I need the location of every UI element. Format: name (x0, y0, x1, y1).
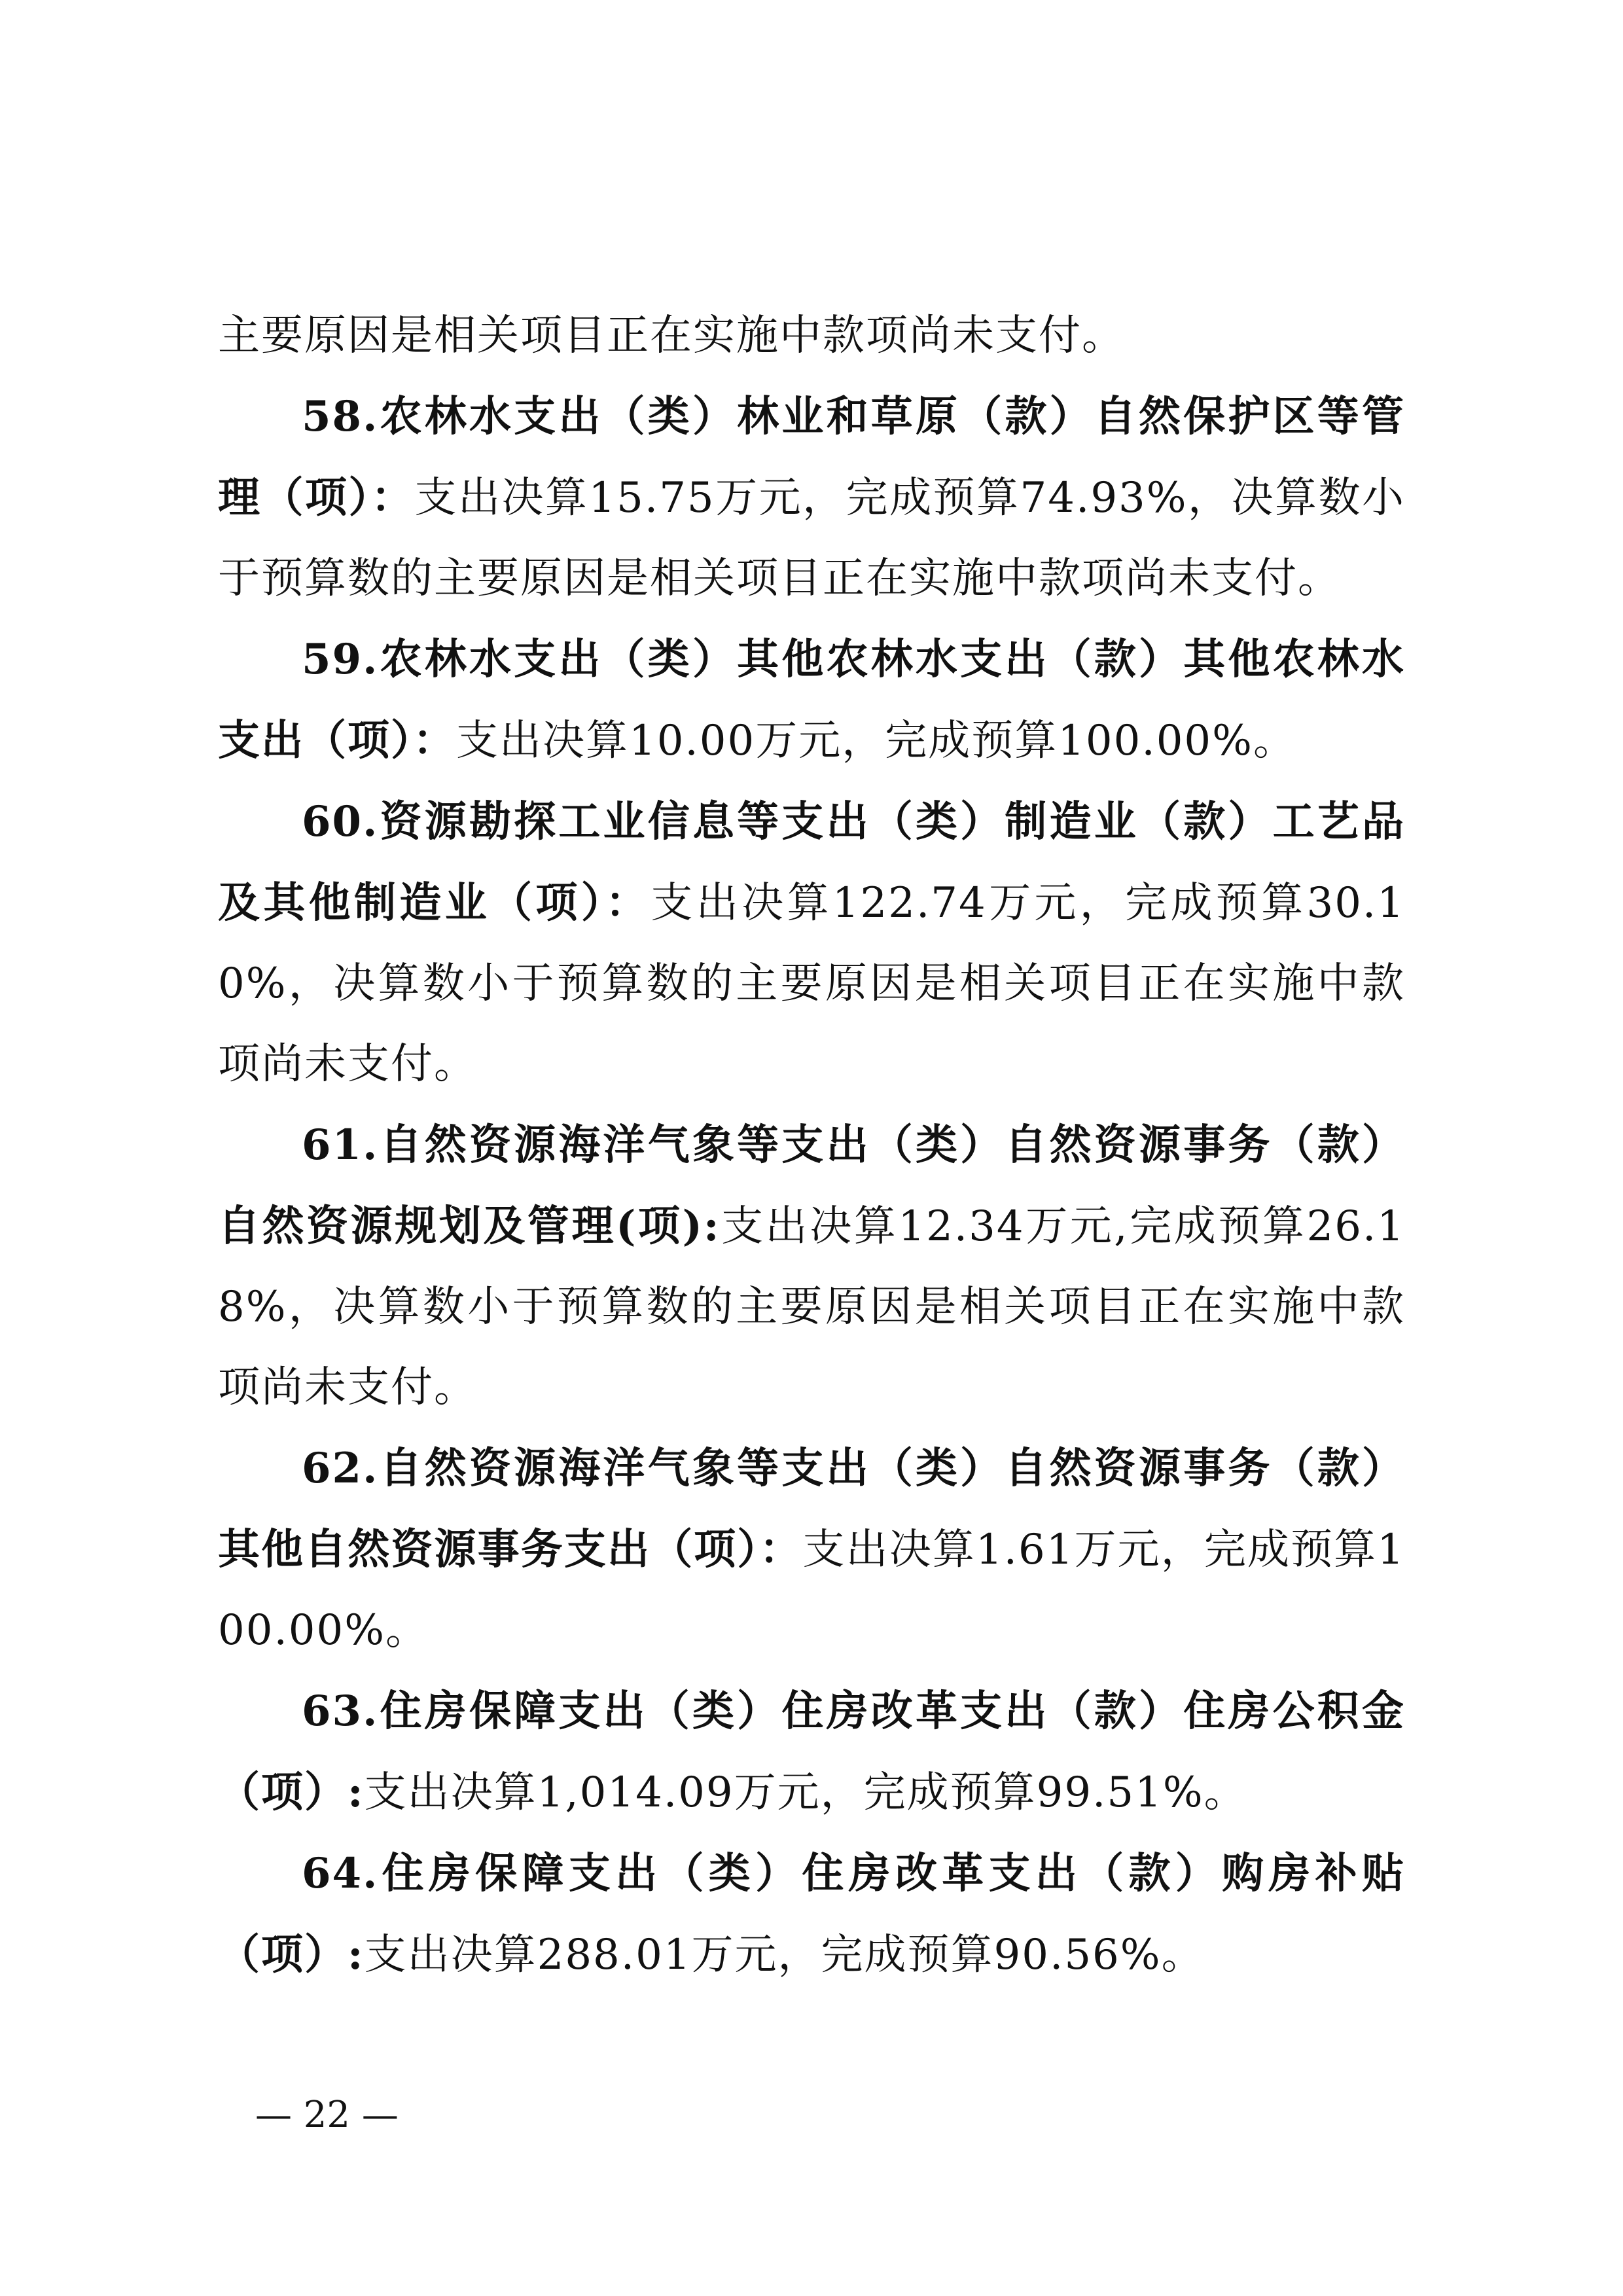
paragraph-item-59 (218, 619, 1405, 781)
item-text: 支出决算122.74万元，完成预算30.10%，决算数小于预算数的主要原因是相关项目正在实施中款项尚未支付。 (218, 879, 1405, 1088)
page-number: — 22 — (255, 2094, 399, 2136)
paragraph-text: 主要原因是相关项目正在实施中款项尚未支付。 (218, 312, 1125, 360)
item-text: 支出决算1.61万元，完成预算100.00%。 (218, 1526, 1406, 1655)
item-heading: 62.自然资源海洋气象等支出（类）自然资源事务（款）其他自然资源事务支出（项）： (218, 1444, 1405, 1574)
paragraph-item-64 (218, 1833, 1405, 1996)
item-heading: 59.农林水支出（类）其他农林水支出（款）其他农林水支出（项）： (218, 635, 1405, 765)
item-text: 支出决算15.75万元，完成预算74.93%，决算数小于预算数的主要原因是相关项目正在实施中款项尚未支付。 (218, 474, 1406, 603)
item-text: 支出决算1,014.09万元，完成预算99.51%。 (364, 1768, 1247, 1817)
document-body (218, 296, 1405, 1996)
item-heading: 60.资源勘探工业信息等支出（类）制造业（款）工艺品及其他制造业（项）： (218, 797, 1405, 927)
item-heading: 64.住房保障支出（类）住房改革支出（款）购房补贴（项）: (218, 1849, 1405, 1979)
paragraph-item-63 (218, 1671, 1405, 1833)
item-heading: 61.自然资源海洋气象等支出（类）自然资源事务（款）自然资源规划及管理(项): (218, 1121, 1405, 1251)
paragraph-item-60 (218, 781, 1405, 1105)
item-text: 支出决算288.01万元，完成预算90.56%。 (364, 1931, 1205, 1979)
paragraph-item-58 (218, 376, 1405, 619)
paragraph-item-62 (218, 1428, 1405, 1671)
item-heading: 58.农林水支出（类）林业和草原（款）自然保护区等管理（项）： (218, 392, 1405, 522)
paragraph-item-61 (218, 1105, 1405, 1428)
item-heading: 63.住房保障支出（类）住房改革支出（款）住房公积金（项）: (218, 1687, 1405, 1817)
item-text: 支出决算12.34万元,完成预算26.18%，决算数小于预算数的主要原因是相关项目正在实施中款项尚未支付。 (218, 1202, 1406, 1412)
paragraph-continuation (218, 296, 1405, 376)
item-text: 支出决算10.00万元，完成预算100.00%。 (456, 717, 1296, 765)
